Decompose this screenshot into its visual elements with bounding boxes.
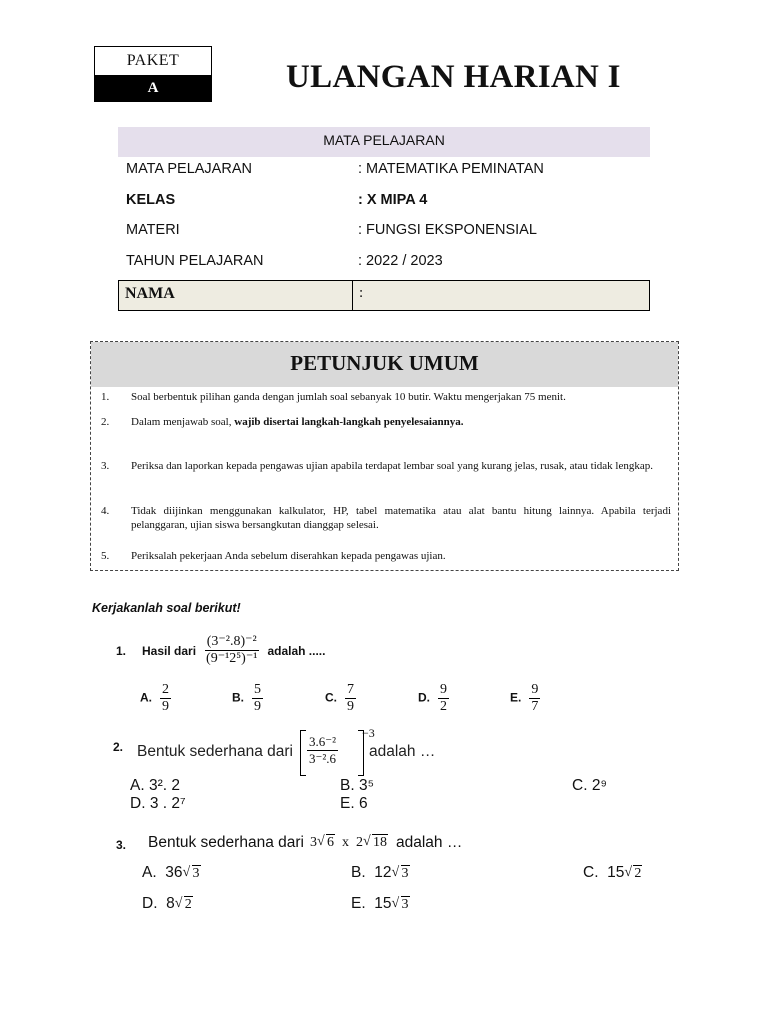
fraction-numerator: 7 bbox=[347, 682, 354, 697]
question-suffix: adalah … bbox=[369, 743, 436, 760]
info-value: : FUNGSI EKSPONENSIAL bbox=[358, 222, 537, 238]
option-d[interactable] bbox=[418, 682, 449, 715]
coefficient: 15 bbox=[607, 864, 625, 881]
option-label: C. bbox=[572, 777, 588, 794]
work-instruction: Kerjakanlah soal berikut! bbox=[92, 601, 241, 615]
option-fraction bbox=[529, 682, 540, 715]
question-prefix: Bentuk sederhana dari bbox=[137, 743, 293, 760]
item-text-bold: wajib disertai langkah-langkah penyelesaiannya. bbox=[234, 416, 464, 428]
info-value: : X MIPA 4 bbox=[358, 192, 428, 208]
info-key: MATA PELAJARAN bbox=[126, 161, 252, 177]
option-text: 3 . 2⁷ bbox=[149, 795, 186, 812]
item-number: 2. bbox=[101, 416, 110, 428]
name-label: NAMA bbox=[125, 285, 175, 302]
info-value: : MATEMATIKA PEMINATAN bbox=[358, 161, 544, 177]
name-field-row bbox=[118, 280, 650, 311]
fraction-numerator: 2 bbox=[162, 682, 169, 697]
info-key: MATERI bbox=[126, 222, 180, 238]
option-fraction bbox=[345, 682, 356, 715]
option-fraction bbox=[252, 682, 263, 715]
paket-code: A bbox=[95, 75, 211, 101]
fraction-denominator: 3⁻².6 bbox=[309, 751, 337, 766]
fraction-numerator: 5 bbox=[254, 682, 261, 697]
option-e[interactable] bbox=[351, 895, 410, 913]
question-number: 1. bbox=[116, 643, 127, 658]
question-expression bbox=[310, 835, 388, 851]
fraction-denominator: 9 bbox=[162, 699, 169, 714]
fraction-denominator: 7 bbox=[531, 699, 539, 714]
option-c[interactable] bbox=[583, 864, 642, 882]
item-text: Tidak diijinkan menggunakan kalkulator, HP, tabel matematika atau alat bantu hitung lainnya. Apabila terjadi pelanggaran, ujian siswa bersangkutan dianggap selesai. bbox=[131, 505, 671, 531]
question-suffix: adalah … bbox=[396, 834, 463, 851]
question-fraction bbox=[204, 634, 259, 667]
radicand: 3 bbox=[192, 866, 200, 881]
info-key: TAHUN PELAJARAN bbox=[126, 253, 264, 269]
radicand: 2 bbox=[634, 866, 642, 881]
coefficient: 8 bbox=[166, 895, 175, 912]
option-a[interactable] bbox=[142, 864, 201, 882]
sqrt-symbol bbox=[392, 866, 410, 882]
info-header: MATA PELAJARAN bbox=[118, 127, 650, 157]
info-row-year bbox=[118, 249, 650, 279]
info-value: : 2022 / 2023 bbox=[358, 253, 443, 269]
radicand: 2 bbox=[184, 897, 192, 912]
item-text bbox=[131, 415, 671, 429]
option-d[interactable] bbox=[130, 795, 186, 813]
option-label: B. bbox=[232, 690, 244, 705]
general-instructions-box bbox=[90, 341, 679, 571]
option-text: 2⁹ bbox=[591, 777, 608, 794]
option-d[interactable] bbox=[142, 895, 193, 913]
option-label: D. bbox=[142, 895, 158, 912]
question-number: 2. bbox=[113, 740, 124, 754]
fraction-numerator: 9 bbox=[440, 682, 447, 697]
option-b[interactable] bbox=[351, 864, 410, 882]
paket-box bbox=[94, 46, 212, 102]
fraction-numerator: 3.6⁻² bbox=[309, 734, 337, 749]
option-label: C. bbox=[325, 690, 337, 705]
info-row-class bbox=[118, 188, 650, 218]
option-label: B. bbox=[351, 864, 366, 881]
instructions-title: PETUNJUK UMUM bbox=[91, 342, 678, 387]
item-number: 4. bbox=[101, 505, 110, 517]
option-label: E. bbox=[340, 795, 355, 812]
times-symbol: x bbox=[342, 835, 349, 850]
sqrt-symbol bbox=[624, 866, 642, 882]
option-label: D. bbox=[418, 690, 430, 705]
option-fraction bbox=[160, 682, 171, 715]
coefficient: 15 bbox=[374, 895, 392, 912]
option-label: D. bbox=[130, 795, 146, 812]
coefficient: 3 bbox=[310, 835, 317, 850]
coefficient: 2 bbox=[356, 835, 363, 850]
option-label: B. bbox=[340, 777, 355, 794]
coefficient: 12 bbox=[374, 864, 392, 881]
option-label: C. bbox=[583, 864, 599, 881]
page-title: ULANGAN HARIAN I bbox=[286, 59, 621, 95]
fraction-denominator: (9⁻¹2⁵)⁻¹ bbox=[206, 651, 258, 666]
info-key: KELAS bbox=[126, 192, 176, 208]
sqrt-symbol bbox=[392, 897, 410, 913]
question-fraction bbox=[307, 734, 338, 767]
item-text: Soal berbentuk pilihan ganda dengan jumlah soal sebanyak 10 butir. Waktu mengerjakan 75 menit. bbox=[131, 391, 566, 403]
name-field[interactable]: : bbox=[359, 285, 364, 301]
option-label: A. bbox=[140, 690, 152, 705]
option-label: A. bbox=[130, 777, 145, 794]
radicand: 18 bbox=[373, 835, 387, 850]
item-number: 3. bbox=[101, 460, 110, 472]
radicand: 3 bbox=[401, 897, 409, 912]
question-suffix: adalah ..... bbox=[267, 643, 326, 658]
question-prefix: Bentuk sederhana dari bbox=[148, 834, 304, 851]
question-number: 3. bbox=[116, 838, 127, 852]
option-a[interactable] bbox=[130, 777, 180, 795]
coefficient: 36 bbox=[165, 864, 183, 881]
sqrt-symbol bbox=[363, 835, 388, 851]
fraction-numerator: (3⁻².8)⁻² bbox=[206, 634, 257, 649]
item-text: Periksalah pekerjaan Anda sebelum diserahkan kepada pengawas ujian. bbox=[131, 550, 446, 562]
option-text: 3². 2 bbox=[148, 777, 180, 794]
item-text: Periksa dan laporkan kepada pengawas ujian apabila terdapat lembar soal yang kurang jelas, rusak, atau tidak lengkap. bbox=[131, 460, 654, 472]
bracket bbox=[300, 730, 364, 776]
option-text: 6 bbox=[358, 795, 368, 812]
option-label: E. bbox=[351, 895, 366, 912]
option-c[interactable] bbox=[325, 682, 356, 715]
radicand: 3 bbox=[401, 866, 409, 881]
exponent: −3 bbox=[362, 726, 375, 740]
info-row-subject bbox=[118, 157, 650, 187]
fraction-denominator: 2 bbox=[440, 699, 447, 714]
radicand: 6 bbox=[327, 835, 334, 850]
option-text: 3⁵ bbox=[358, 777, 375, 794]
question-prefix: Hasil dari bbox=[142, 643, 197, 658]
paket-label: PAKET bbox=[126, 52, 180, 69]
divider bbox=[352, 281, 353, 310]
option-e[interactable] bbox=[340, 795, 368, 813]
sqrt-symbol bbox=[183, 866, 201, 882]
option-e[interactable] bbox=[510, 682, 540, 715]
option-label: E. bbox=[510, 690, 522, 705]
option-b[interactable] bbox=[340, 777, 374, 795]
item-text-prefix: Dalam menjawab soal, bbox=[131, 416, 235, 428]
fraction-numerator: 9 bbox=[531, 682, 539, 697]
sqrt-symbol bbox=[175, 897, 193, 913]
option-label: A. bbox=[142, 864, 157, 881]
option-c[interactable] bbox=[572, 777, 607, 795]
fraction-denominator: 9 bbox=[347, 699, 354, 714]
info-row-material bbox=[118, 218, 650, 248]
option-fraction bbox=[438, 682, 449, 715]
option-b[interactable] bbox=[232, 682, 263, 715]
option-a[interactable] bbox=[140, 682, 171, 715]
sqrt-symbol bbox=[317, 835, 335, 851]
item-number: 1. bbox=[101, 391, 110, 403]
question-1 bbox=[116, 634, 325, 667]
fraction-denominator: 9 bbox=[254, 699, 261, 714]
item-number: 5. bbox=[101, 550, 110, 562]
